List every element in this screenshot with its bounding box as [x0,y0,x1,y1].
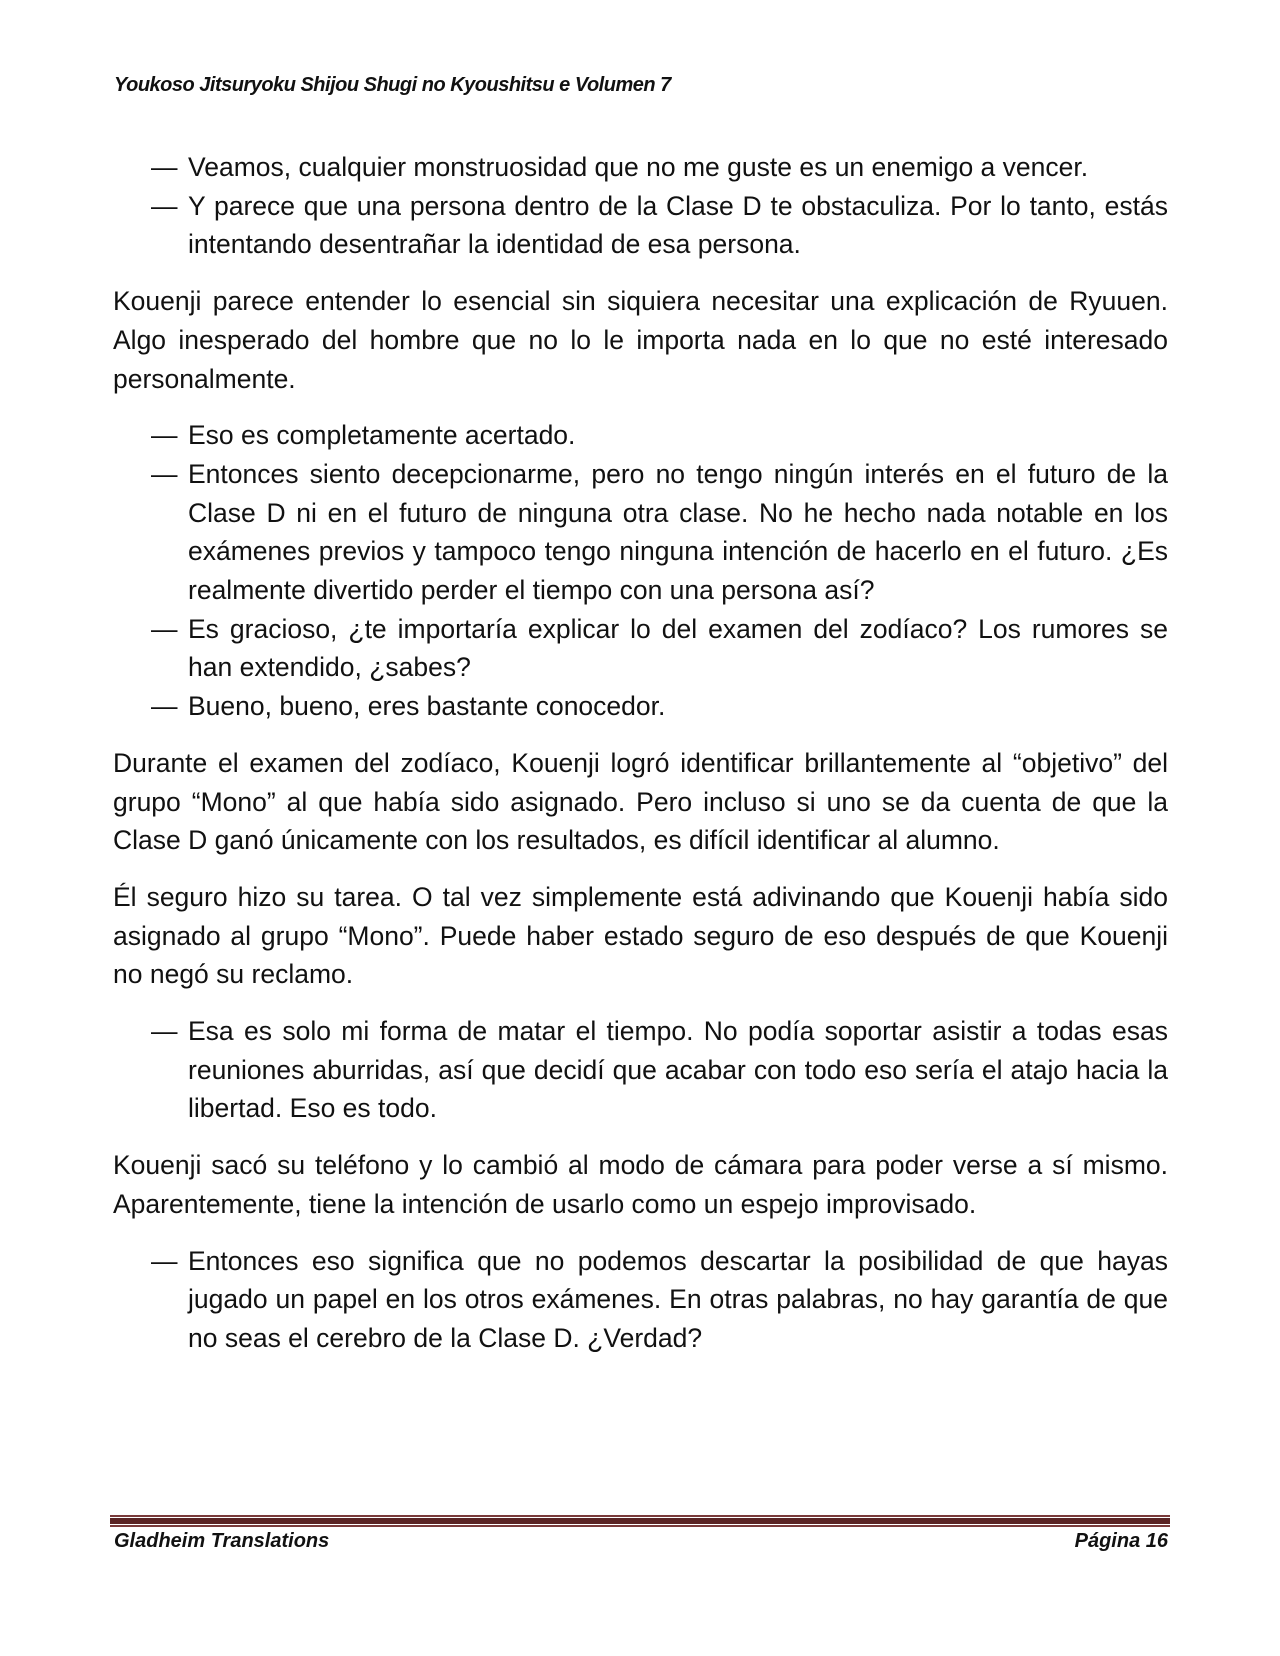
dash: — [151,152,178,182]
paragraph: Kouenji parece entender lo esencial sin siquiera necesitar una explicación de Ryuuen. Algo inesperado del hombre que no lo le importa nada en lo que no esté interesado personalmente. [113,286,1168,394]
paragraph: Kouenji sacó su teléfono y lo cambió al modo de cámara para poder verse a sí mismo. Aparentemente, tiene la intención de usarlo como un espejo improvisado. [113,1150,1168,1219]
running-header: Youkoso Jitsuryoku Shijou Shugi no Kyoushitsu e Volumen 7 [114,74,671,96]
footer-translator: Gladheim Translations [114,1530,330,1552]
dialog-line [113,187,1168,264]
dash: — [151,691,178,722]
paragraph: Él seguro hizo su tarea. O tal vez simplemente está adivinando que Kouenji había sido asignado al grupo “Mono”. Puede haber estado seguro de eso después de que Kouenji no negó su reclamo. [113,881,1168,990]
dash: — [151,1245,178,1276]
dialog-text: Y parece que una persona dentro de la Clase D te obstaculiza. Por lo tanto, estás intentando desentrañar la identidad de esa persona. [188,190,1168,260]
dialog-line [113,148,1168,187]
dialog-text: Veamos, cualquier monstruosidad que no me guste es un enemigo a vencer. [188,152,1089,182]
dialog-line [113,1242,1168,1358]
dialog-group [113,148,1168,264]
dialog-text: Es gracioso, ¿te importaría explicar lo del examen del zodíaco? Los rumores se han extendido, ¿sabes? [188,613,1168,683]
dash: — [151,190,178,221]
page-number: Página 16 [1074,1530,1168,1552]
dash: — [151,613,178,644]
dialog-line [113,416,1168,455]
dialog-line [113,1012,1168,1128]
dialog-text: Entonces eso significa que no podemos descartar la posibilidad de que hayas jugado un papel en los otros exámenes. En otras palabras, no hay garantía de que no seas el cerebro de la Clase D. ¿Verdad? [188,1245,1168,1353]
dialog-group [113,416,1168,726]
footer-rule [110,1515,1170,1527]
dash: — [151,1016,178,1047]
dash: — [151,458,178,489]
dialog-text: Entonces siento decepcionarme, pero no tengo ningún interés en el futuro de la Clase D ni en el futuro de ninguna otra clase. No he hecho nada notable en los exámenes previos y tampoco tengo ninguna intención de hacerlo en el futuro. ¿Es realmente divertido perder el tiempo con una persona así? [188,458,1168,606]
dialog-line [113,687,1168,726]
dialog-group [113,1012,1168,1128]
page-body [113,148,1168,1376]
dialog-text: Eso es completamente acertado. [188,420,576,451]
paragraph: Durante el examen del zodíaco, Kouenji logró identificar brillantemente al “objetivo” del grupo “Mono” al que había sido asignado. Pero incluso si uno se da cuenta de que la Clase D ganó únicamente con los resultados, es difícil identificar al alumno. [113,747,1168,856]
dialog-group [113,1242,1168,1358]
dialog-text: Esa es solo mi forma de matar el tiempo. No podía soportar asistir a todas esas reuniones aburridas, así que decidí que acabar con todo eso sería el atajo hacia la libertad. Eso es todo. [188,1016,1168,1124]
dash: — [151,420,178,451]
dialog-text: Bueno, bueno, eres bastante conocedor. [188,691,666,722]
dialog-line [113,455,1168,610]
dialog-line [113,610,1168,687]
